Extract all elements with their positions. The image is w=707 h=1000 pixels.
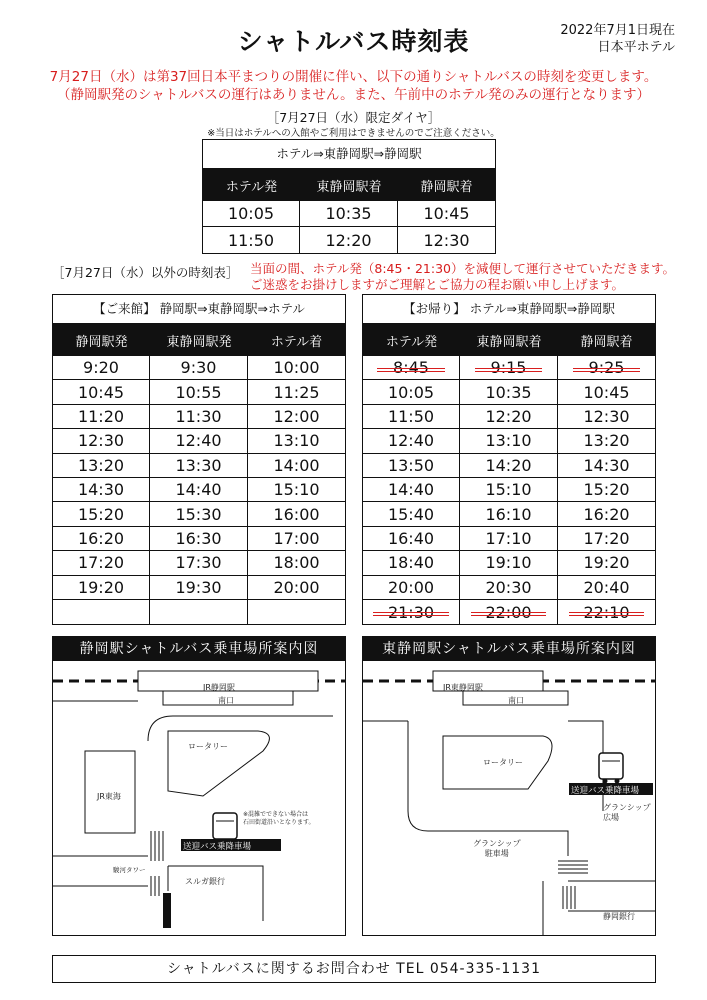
departure-row	[363, 478, 655, 502]
departure-header-cell: 静岡駅着	[558, 324, 655, 356]
departure-time-cell	[460, 356, 558, 380]
arrival-time-cell	[150, 551, 248, 575]
arrival-time-cell	[248, 600, 345, 624]
arrival-header-row	[53, 324, 345, 356]
arrival-time-cell	[150, 600, 248, 624]
arrival-time-cell	[248, 429, 345, 453]
departure-time-text: 13:10	[485, 431, 532, 451]
arrival-time-cell	[150, 576, 248, 600]
arrival-time-text: 12:40	[175, 431, 222, 451]
departure-time-text: 8:45	[369, 358, 453, 377]
departure-time-text: 22:10	[559, 603, 653, 622]
departure-time-text: 9:25	[565, 358, 649, 377]
contact-footer: シャトルバスに関するお問合わせ TEL 054-335-1131	[52, 955, 656, 983]
arrival-time-cell	[248, 454, 345, 478]
departure-time-text: 14:40	[387, 480, 435, 500]
arrival-time-text: 10:45	[77, 382, 125, 402]
special-time-cell	[300, 227, 398, 253]
suruga-bank-label: スルガ銀行	[185, 877, 225, 886]
departure-time-text: 12:30	[583, 406, 630, 426]
arrival-time-text: 9:20	[83, 358, 119, 378]
arrival-table	[53, 324, 345, 624]
special-row	[203, 201, 495, 227]
departure-table	[363, 324, 655, 624]
arrival-header-cell: 東静岡駅発	[150, 324, 248, 356]
departure-time-text: 20:40	[583, 577, 630, 597]
arrival-time-cell	[150, 356, 248, 380]
departure-time-text: 10:35	[485, 382, 532, 402]
departure-time-text: 19:10	[485, 553, 532, 573]
arrival-time-text: 9:30	[180, 358, 217, 378]
departure-time-cell	[558, 429, 655, 453]
arrival-time-cell	[150, 454, 248, 478]
higashi-shizuoka-station-map	[362, 636, 656, 936]
higashi-exit-label: 南口	[508, 696, 524, 705]
special-label: ［7月27日（水）限定ダイヤ］	[266, 110, 441, 125]
departure-time-text: 22:00	[461, 603, 555, 622]
special-header-row	[203, 169, 495, 201]
arrival-row	[53, 405, 345, 429]
arrival-time-cell	[53, 454, 150, 478]
departure-time-cell	[558, 576, 655, 600]
departure-time-text: 20:30	[485, 577, 532, 597]
arrival-time-text: 11:30	[175, 406, 222, 426]
departure-row	[363, 356, 655, 380]
higashi-station-label: JR東静岡駅	[443, 683, 483, 692]
regular-notice-line-1: 当面の間、ホテル発（8:45・21:30）を減便して運行させていただきます。	[250, 261, 675, 276]
departure-time-text: 12:40	[387, 431, 435, 451]
arrival-time-cell	[248, 527, 345, 551]
arrival-header-cell: ホテル着	[248, 324, 345, 356]
departure-time-cell	[460, 576, 558, 600]
departure-time-cell	[558, 380, 655, 404]
arrival-time-text: 10:55	[175, 382, 222, 402]
arrival-row	[53, 478, 345, 502]
arrival-time-text: 10:00	[273, 358, 320, 378]
arrival-time-text: 19:30	[175, 577, 222, 597]
departure-time-cell	[363, 356, 460, 380]
departure-time-cell	[460, 478, 558, 502]
departure-time-cell	[558, 551, 655, 575]
special-timetable	[202, 139, 496, 254]
special-time-text: 12:20	[325, 230, 372, 250]
special-time-text: 10:35	[325, 204, 372, 223]
departure-time-cell	[558, 405, 655, 429]
arrival-time-text: 18:00	[273, 553, 320, 573]
departure-time-cell	[363, 551, 460, 575]
departure-time-text: 17:10	[485, 528, 532, 548]
departure-time-cell	[363, 429, 460, 453]
departure-time-cell	[558, 527, 655, 551]
departure-time-cell	[363, 478, 460, 502]
arrival-time-cell	[248, 551, 345, 575]
arrival-row	[53, 380, 345, 404]
departure-timetable	[362, 294, 656, 625]
arrival-time-text: 17:00	[273, 528, 320, 548]
shizuoka-bank-label: 静岡銀行	[603, 912, 635, 921]
arrival-time-cell	[53, 600, 150, 624]
arrival-time-text: 11:25	[273, 382, 320, 402]
arrival-time-cell	[248, 380, 345, 404]
arrival-row	[53, 576, 345, 600]
issue-info	[560, 22, 675, 56]
arrival-time-cell	[53, 429, 150, 453]
arrival-timetable	[52, 294, 346, 625]
suruga-tower-label: 駿河タワー	[113, 866, 146, 874]
special-row	[203, 227, 495, 253]
departure-row	[363, 527, 655, 551]
granship-plaza-label-2: 広場	[603, 813, 619, 822]
arrival-time-cell	[150, 478, 248, 502]
regular-label: ［7月27日（水）以外の時刻表］	[52, 265, 239, 280]
arrival-time-cell	[53, 551, 150, 575]
shizuoka-map-note-2: 石田街道沿いとなります。	[243, 819, 315, 826]
departure-row	[363, 551, 655, 575]
departure-time-cell	[363, 502, 460, 526]
departure-time-text: 10:45	[583, 382, 630, 402]
special-time-cell	[398, 227, 495, 253]
arrival-time-text: 15:10	[273, 480, 320, 500]
shizuoka-bus-stop-label: 送迎バス乗降車場	[183, 842, 252, 852]
departure-time-cell	[460, 380, 558, 404]
departure-time-text: 21:30	[364, 603, 458, 622]
arrival-time-text: 15:30	[175, 504, 222, 524]
page-title: シャトルバス時刻表	[237, 27, 470, 56]
arrival-time-cell	[150, 429, 248, 453]
departure-time-text: 10:05	[387, 382, 435, 402]
shizuoka-map-note-1: ※混雑でできない場合は	[243, 811, 309, 818]
arrival-time-text: 16:30	[175, 528, 222, 548]
departure-time-cell	[558, 478, 655, 502]
special-table	[203, 169, 495, 253]
departure-time-text: 17:20	[583, 528, 630, 548]
special-time-text: 12:30	[423, 230, 470, 250]
departure-time-cell	[460, 429, 558, 453]
special-header-cell: 静岡駅着	[398, 169, 495, 201]
departure-time-cell	[460, 454, 558, 478]
special-header-cell: 東静岡駅着	[300, 169, 398, 201]
special-time-cell	[300, 201, 398, 227]
shizuoka-map-note	[243, 811, 315, 827]
arrival-time-text: 16:20	[77, 528, 125, 548]
departure-header-cell: 東静岡駅着	[460, 324, 558, 356]
arrival-time-text: 14:40	[175, 480, 222, 500]
arrival-time-cell	[53, 527, 150, 551]
shizuoka-station-map	[52, 636, 346, 936]
departure-time-cell	[460, 527, 558, 551]
special-caption: ホテル⇒東静岡駅⇒静岡駅	[203, 140, 495, 169]
arrival-time-cell	[53, 502, 150, 526]
special-time-cell	[203, 227, 300, 253]
departure-time-text: 11:50	[387, 406, 435, 426]
departure-time-cell	[558, 454, 655, 478]
arrival-time-text: 13:20	[77, 455, 125, 475]
arrival-row	[53, 356, 345, 380]
departure-row	[363, 405, 655, 429]
arrival-row	[53, 454, 345, 478]
departure-time-cell	[363, 405, 460, 429]
departure-time-text: 18:40	[387, 553, 435, 573]
notice-line-1: 7月27日（水）は第37回日本平まつりの開催に伴い、以下の通りシャトルバスの時刻を変更します。	[49, 69, 658, 85]
shizuoka-map-canvas	[53, 661, 345, 935]
departure-time-text: 16:20	[583, 504, 630, 524]
arrival-row	[53, 551, 345, 575]
higashi-rotary-label: ロータリー	[483, 758, 523, 767]
shizuoka-exit-label: 南口	[218, 696, 234, 705]
arrival-time-cell	[53, 356, 150, 380]
departure-time-text: 12:20	[485, 406, 532, 426]
arrival-time-text: 13:30	[175, 455, 222, 475]
special-time-text: 10:05	[227, 204, 275, 223]
arrival-time-cell	[53, 380, 150, 404]
arrival-time-cell	[150, 527, 248, 551]
arrival-time-text: 19:20	[77, 577, 125, 597]
departure-time-text: 13:50	[387, 455, 435, 475]
departure-time-text: 14:20	[485, 455, 532, 475]
shizuoka-rotary-label: ロータリー	[188, 742, 228, 751]
higashi-bus-stop-label: 送迎バス乗降車場	[571, 786, 640, 796]
departure-time-text: 9:15	[467, 358, 551, 377]
arrival-row	[53, 502, 345, 526]
arrival-row	[53, 429, 345, 453]
arrival-time-text: 20:00	[273, 577, 320, 597]
arrival-time-cell	[150, 405, 248, 429]
departure-time-text: 15:20	[583, 480, 630, 500]
special-time-text: 11:50	[227, 230, 275, 250]
arrival-time-text: 16:00	[273, 504, 320, 524]
hotel-name: 日本平ホテル	[597, 40, 675, 55]
departure-time-text: 20:00	[387, 577, 435, 597]
arrival-time-cell	[150, 502, 248, 526]
arrival-time-cell	[53, 405, 150, 429]
higashi-map-canvas	[363, 661, 655, 935]
granship-plaza-label	[603, 803, 651, 823]
arrival-time-text: 17:30	[175, 553, 222, 573]
arrival-time-cell	[53, 478, 150, 502]
departure-row	[363, 576, 655, 600]
granship-parking-label-2: 駐車場	[484, 849, 509, 858]
departure-time-text: 19:20	[583, 553, 630, 573]
arrival-caption: 【ご来館】 静岡駅⇒東静岡駅⇒ホテル	[53, 295, 345, 324]
departure-row	[363, 429, 655, 453]
departure-time-text: 16:10	[485, 504, 532, 524]
arrival-time-text: 14:00	[273, 455, 320, 475]
arrival-row	[53, 527, 345, 551]
departure-time-cell	[558, 600, 655, 624]
granship-parking-label	[473, 839, 521, 859]
departure-time-cell	[363, 576, 460, 600]
departure-time-text: 13:20	[583, 431, 630, 451]
arrival-time-cell	[150, 380, 248, 404]
special-note: ※当日はホテルへの入館やご利用はできませんのでご注意ください。	[207, 128, 500, 139]
departure-time-cell	[363, 600, 460, 624]
departure-time-cell	[460, 551, 558, 575]
departure-row	[363, 454, 655, 478]
shizuoka-station-label: JR静岡駅	[203, 683, 235, 692]
granship-plaza-label-1: グランシップ	[603, 803, 651, 812]
departure-header-cell: ホテル発	[363, 324, 460, 356]
arrival-time-text: 14:30	[77, 480, 125, 500]
arrival-time-text: 13:10	[273, 431, 320, 451]
departure-time-cell	[363, 527, 460, 551]
departure-caption: 【お帰り】 ホテル⇒東静岡駅⇒静岡駅	[363, 295, 655, 324]
arrival-time-cell	[53, 576, 150, 600]
departure-time-text: 14:30	[583, 455, 630, 475]
arrival-row	[53, 600, 345, 624]
departure-time-text: 16:40	[387, 528, 435, 548]
departure-row	[363, 600, 655, 624]
departure-time-cell	[558, 356, 655, 380]
departure-time-cell	[363, 380, 460, 404]
departure-time-cell	[460, 502, 558, 526]
arrival-time-text: 17:20	[77, 553, 125, 573]
departure-time-cell	[460, 600, 558, 624]
special-time-cell	[203, 201, 300, 227]
departure-time-text: 15:10	[485, 480, 532, 500]
arrival-header-cell: 静岡駅発	[53, 324, 150, 356]
arrival-time-cell	[248, 502, 345, 526]
special-header-cell: ホテル発	[203, 169, 300, 201]
departure-time-text: 15:40	[387, 504, 435, 524]
arrival-time-text: 12:00	[273, 406, 320, 426]
higashi-map-title: 東静岡駅シャトルバス乗車場所案内図	[363, 637, 655, 661]
special-time-text: 10:45	[423, 204, 470, 223]
arrival-time-cell	[248, 576, 345, 600]
departure-time-cell	[558, 502, 655, 526]
departure-time-cell	[460, 405, 558, 429]
jr-tokai-label: JR東海	[97, 792, 121, 801]
special-time-cell	[398, 201, 495, 227]
regular-notice	[250, 261, 675, 293]
arrival-time-cell	[248, 478, 345, 502]
issue-date: 2022年7月1日現在	[560, 23, 675, 38]
departure-header-row	[363, 324, 655, 356]
departure-row	[363, 380, 655, 404]
arrival-time-cell	[248, 405, 345, 429]
departure-time-cell	[363, 454, 460, 478]
shizuoka-map-title: 静岡駅シャトルバス乗車場所案内図	[53, 637, 345, 661]
arrival-time-text: 11:20	[77, 406, 125, 426]
granship-parking-label-1: グランシップ	[473, 839, 521, 848]
notice-line-2: （静岡駅発のシャトルバスの運行はありません。また、午前中のホテル発のみの運行となります）	[57, 87, 650, 103]
departure-row	[363, 502, 655, 526]
arrival-time-text: 12:30	[77, 431, 125, 451]
regular-notice-line-2: ご迷惑をお掛けしますがご理解とご協力の程お願い申し上げます。	[250, 277, 625, 292]
arrival-time-cell	[248, 356, 345, 380]
arrival-time-text: 15:20	[77, 504, 125, 524]
